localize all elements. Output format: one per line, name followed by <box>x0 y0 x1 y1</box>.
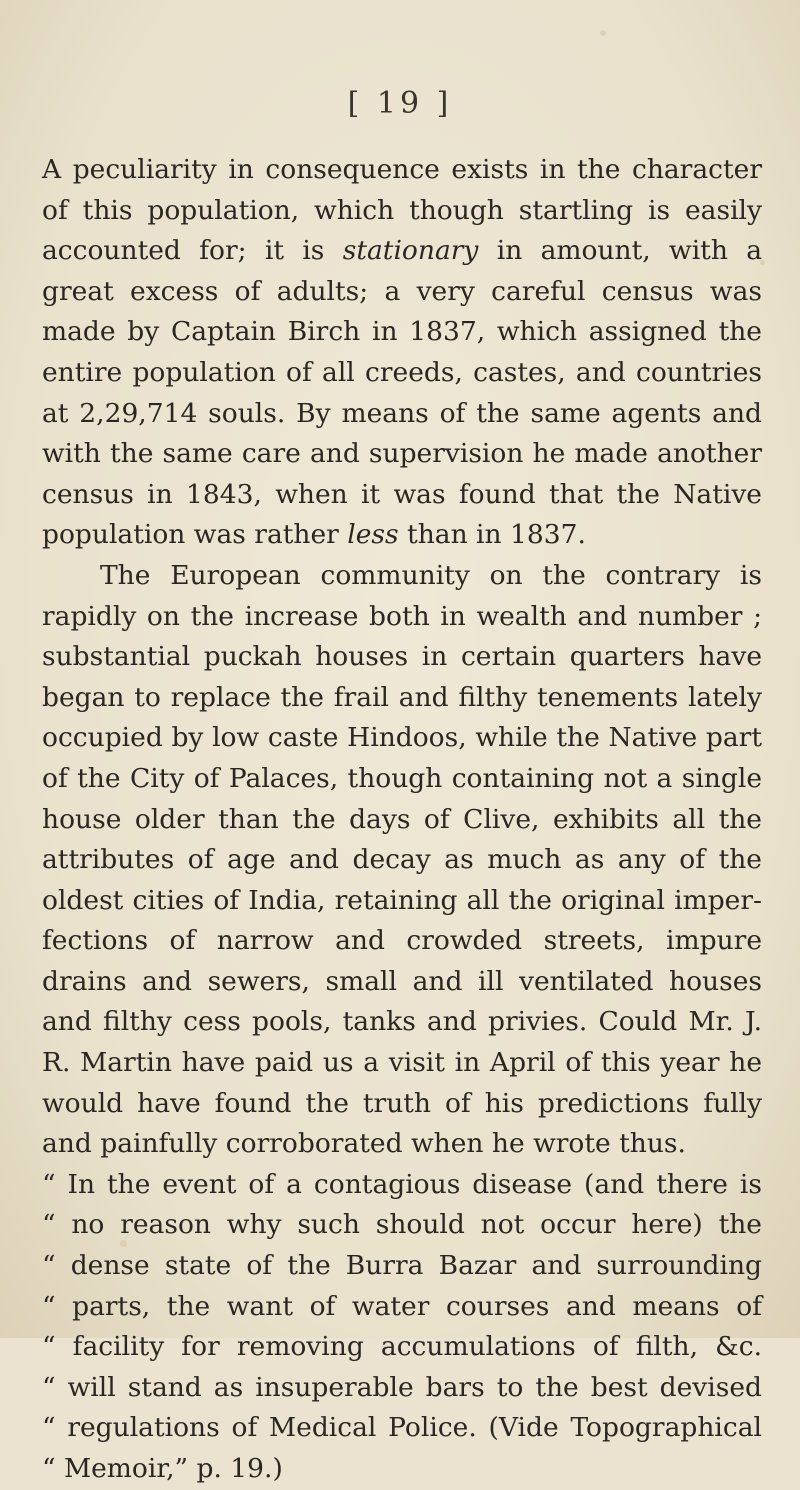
page-number: [ 19 ] <box>347 86 453 121</box>
body-text <box>42 150 762 1490</box>
quote-line: “ will stand as insuperable bars to the best devised <box>42 1371 762 1403</box>
quote-line: “ Memoir,” p. 19.) <box>42 1453 283 1484</box>
quote-line: “ dense state of the Burra Bazar and surrounding <box>42 1250 762 1282</box>
paper-spot <box>600 30 606 36</box>
emphasis-less: less <box>347 519 399 551</box>
block-quote <box>42 1165 762 1490</box>
quote-line: “ parts, the want of water courses and means of <box>42 1290 762 1322</box>
emphasis-stationary: stationary <box>342 235 479 267</box>
quote-line: “ facility for removing accumulations of filth, &c. <box>42 1331 762 1363</box>
quote-line: “ no reason why such should not occur here) the <box>42 1209 762 1241</box>
quote-line: “ regulations of Medical Police. (Vide Topographical <box>42 1412 762 1444</box>
quote-line: “ In the event of a contagious disease (and there is <box>42 1168 762 1200</box>
paragraph-1: A peculiarity in consequence exists in the character of this population, which though startling is easily accounted for; it is stationary in amount, with a great excess of adults; a very careful census was made by Captain Birch in 1837, which assigned the entire population of all creeds, castes, and countries at 2,29,714 souls. By means of the same agents and with the same care and supervision he made another census in 1843, when it was found that the Native population was rather less than in 1837. <box>42 154 763 551</box>
paragraph-2: The European community on the contrary is rapidly on the increase both in wealth and number ; substantial puckah houses in certain quarters have began to replace the frail and filthy tenements lately occupied by low caste Hindoos, while the Native part of the City of Palaces, though containing not a single house older than the days of Clive, exhibits all the attributes of age and decay as much as any of the oldest cities of India, retaining all the original imper-fections of narrow and crowded streets, impure drains and sewers, small and ill ventilated houses and filthy cess pools, tanks and privies. Could Mr. J. R. Martin have paid us a visit in April of this year he would have found the truth of his predictions fully and painfully corroborated when he wrote thus. <box>42 559 762 1160</box>
